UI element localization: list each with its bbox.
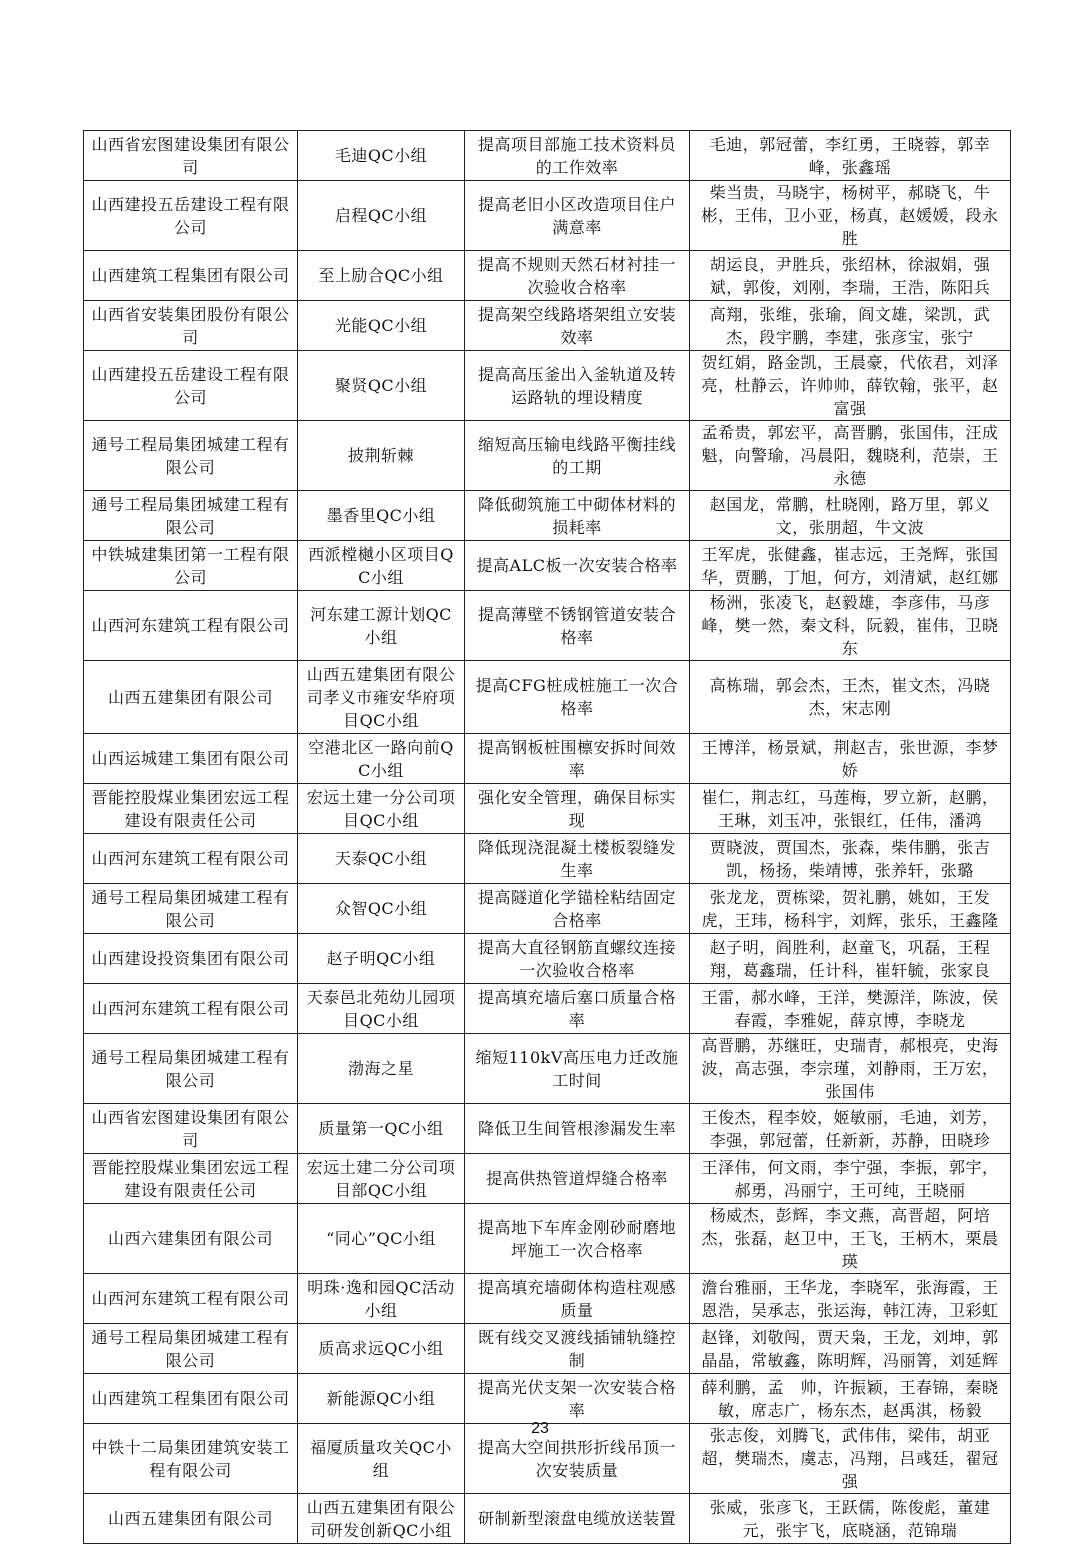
members-cell: 高栋瑞，郭会杰，王杰，崔文杰，冯晓杰，宋志刚 (690, 661, 1011, 734)
qc-group-cell: “同心”QC小组 (298, 1204, 465, 1274)
qc-group-cell: 聚贤QC小组 (298, 351, 465, 421)
project-title-cell: 提高项目部施工技术资料员的工作效率 (465, 131, 690, 181)
members-cell: 张志俊，刘腾飞，武伟伟，梁伟，胡亚超，樊瑞杰，虞志，冯翔，吕彧廷，翟冠强 (690, 1424, 1011, 1494)
table-row (84, 351, 1011, 421)
members-cell: 王博洋，杨景斌，荆赵吉，张世源，李梦娇 (690, 734, 1011, 784)
table-row (84, 1204, 1011, 1274)
members-cell: 胡运良，尹胜兵，张绍林，徐淑娟，强斌，郭俊，刘刚，李瑞，王浩，陈阳兵 (690, 251, 1011, 301)
table-row (84, 934, 1011, 984)
qc-group-cell: 山西五建集团有限公司孝义市雍安华府项目QC小组 (298, 661, 465, 734)
table-row (84, 181, 1011, 251)
table-row (84, 784, 1011, 834)
table-row (84, 1274, 1011, 1324)
company-cell: 晋能控股煤业集团宏远工程建设有限责任公司 (84, 784, 298, 834)
members-cell: 薛利鹏，孟 帅，许振颖，王春锦，秦晓敏，席志广，杨东杰，赵禹淇，杨毅 (690, 1374, 1011, 1424)
table-row (84, 1034, 1011, 1104)
qc-group-cell: 福厦质量攻关QC小组 (298, 1424, 465, 1494)
project-title-cell: 提高大直径钢筋直螺纹连接一次验收合格率 (465, 934, 690, 984)
table-row (84, 1494, 1011, 1544)
project-title-cell: 提高架空线路塔架组立安装效率 (465, 301, 690, 351)
qc-group-cell: 质高求远QC小组 (298, 1324, 465, 1374)
project-title-cell: 提高隧道化学锚栓粘结固定合格率 (465, 884, 690, 934)
table-row (84, 834, 1011, 884)
company-cell: 通号工程局集团城建工程有限公司 (84, 1034, 298, 1104)
members-cell: 赵子明，阎胜利，赵童飞，巩磊，王程翔，葛鑫瑞，任计科，崔轩毓，张家良 (690, 934, 1011, 984)
project-title-cell: 提高老旧小区改造项目住户满意率 (465, 181, 690, 251)
project-title-cell: 研制新型滚盘电缆放送装置 (465, 1494, 690, 1544)
company-cell: 山西河东建筑工程有限公司 (84, 834, 298, 884)
members-cell: 赵锋，刘敬闯，贾天枭，王龙，刘坤，郭晶晶，常敏鑫，陈明辉，冯丽箐，刘延辉 (690, 1324, 1011, 1374)
members-cell: 高翔，张维，张瑜，阎文雄，梁凯，武杰，段宇鹏，李建，张彦宝，张宁 (690, 301, 1011, 351)
project-title-cell: 既有线交叉渡线插铺轨缝控制 (465, 1324, 690, 1374)
qc-group-cell: 宏远土建二分公司项目部QC小组 (298, 1154, 465, 1204)
table-row (84, 131, 1011, 181)
company-cell: 山西五建集团有限公司 (84, 1494, 298, 1544)
qc-group-cell: 河东建工源计划QC小组 (298, 591, 465, 661)
company-cell: 中铁城建集团第一工程有限公司 (84, 541, 298, 591)
members-cell: 孟希贵，郭宏平，高晋鹏，张国伟，汪成魁，向警瑜，冯晨阳，魏晓利，范崇，王永德 (690, 421, 1011, 491)
members-cell: 王俊杰，程李姣，姬敏丽，毛迪，刘芳，李强，郭冠蕾，任新新，苏静，田晓珍 (690, 1104, 1011, 1154)
project-title-cell: 提高填充墙后塞口质量合格率 (465, 984, 690, 1034)
company-cell: 中铁十二局集团建筑安装工程有限公司 (84, 1424, 298, 1494)
project-title-cell: 降低现浇混凝土楼板裂缝发生率 (465, 834, 690, 884)
members-cell: 毛迪，郭冠蕾，李红勇，王晓蓉，郭幸峰，张鑫瑶 (690, 131, 1011, 181)
qc-group-cell: 山西五建集团有限公司研发创新QC小组 (298, 1494, 465, 1544)
table-row (84, 1374, 1011, 1424)
project-title-cell: 提高薄壁不锈钢管道安装合格率 (465, 591, 690, 661)
company-cell: 山西运城建工集团有限公司 (84, 734, 298, 784)
members-cell: 贾晓波，贾国杰，张森，柴伟鹏，张吉凯，杨扬，柴靖博，张养轩，张璐 (690, 834, 1011, 884)
page-number: 23 (531, 1420, 549, 1437)
members-cell: 杨威杰，彭辉，李文燕，高晋超，阿培杰，张磊，赵卫中，王飞，王柄木，栗晨瑛 (690, 1204, 1011, 1274)
company-cell: 山西六建集团有限公司 (84, 1204, 298, 1274)
company-cell: 山西省宏图建设集团有限公司 (84, 131, 298, 181)
qc-group-cell: 披荆斩棘 (298, 421, 465, 491)
project-title-cell: 强化安全管理，确保目标实现 (465, 784, 690, 834)
company-cell: 晋能控股煤业集团宏远工程建设有限责任公司 (84, 1154, 298, 1204)
table-row (84, 734, 1011, 784)
qc-group-cell: 新能源QC小组 (298, 1374, 465, 1424)
project-title-cell: 提高光伏支架一次安装合格率 (465, 1374, 690, 1424)
members-cell: 杨洲，张凌飞，赵毅雄，李彦伟，马彦峰，樊一然，秦文科，阮毅，崔伟，卫晓东 (690, 591, 1011, 661)
company-cell: 通号工程局集团城建工程有限公司 (84, 884, 298, 934)
table-row (84, 591, 1011, 661)
table-row (84, 491, 1011, 541)
company-cell: 山西建筑工程集团有限公司 (84, 251, 298, 301)
project-title-cell: 缩短110kV高压电力迁改施工时间 (465, 1034, 690, 1104)
table-body (84, 131, 1011, 1544)
members-cell: 王雷，郝水峰，王洋，樊源洋，陈波，侯春霞，李雅妮，薛京博，李晓龙 (690, 984, 1011, 1034)
members-cell: 张威，张彦飞，王跃儒，陈俊彪，董建元，张宇飞，底晓涵，范锦瑞 (690, 1494, 1011, 1544)
table-row (84, 541, 1011, 591)
project-title-cell: 降低卫生间管根渗漏发生率 (465, 1104, 690, 1154)
table-row (84, 884, 1011, 934)
table-row (84, 1154, 1011, 1204)
table-row (84, 1324, 1011, 1374)
qc-group-cell: 渤海之星 (298, 1034, 465, 1104)
project-title-cell: 降低砌筑施工中砌体材料的损耗率 (465, 491, 690, 541)
qc-group-cell: 西派樘樾小区项目QC小组 (298, 541, 465, 591)
company-cell: 山西建投五岳建设工程有限公司 (84, 181, 298, 251)
company-cell: 山西建设投资集团有限公司 (84, 934, 298, 984)
table-row (84, 661, 1011, 734)
members-cell: 贺红娟，路金凯，王晨豪，代依君，刘泽亮，杜静云，许帅帅，薛钦翰，张平，赵富强 (690, 351, 1011, 421)
qc-group-cell: 空港北区一路向前QC小组 (298, 734, 465, 784)
members-cell: 柴当贵，马晓宇，杨树平，郝晓飞，牛彬，王伟，卫小亚，杨真，赵媛媛，段永胜 (690, 181, 1011, 251)
qc-group-cell: 天泰邑北苑幼儿园项目QC小组 (298, 984, 465, 1034)
qc-group-cell: 宏远土建一分公司项目QC小组 (298, 784, 465, 834)
award-list-table (83, 130, 1011, 1544)
qc-group-cell: 启程QC小组 (298, 181, 465, 251)
company-cell: 山西建投五岳建设工程有限公司 (84, 351, 298, 421)
members-cell: 崔仁，荆志红，马莲梅，罗立新，赵鹏，王琳，刘玉冲，张银红，任伟，潘鸿 (690, 784, 1011, 834)
company-cell: 山西河东建筑工程有限公司 (84, 591, 298, 661)
project-title-cell: 提高填充墙砌体构造柱观感质量 (465, 1274, 690, 1324)
company-cell: 通号工程局集团城建工程有限公司 (84, 421, 298, 491)
company-cell: 通号工程局集团城建工程有限公司 (84, 1324, 298, 1374)
project-title-cell: 提高大空间拱形折线吊顶一次安装质量 (465, 1424, 690, 1494)
table-row (84, 301, 1011, 351)
company-cell: 山西建筑工程集团有限公司 (84, 1374, 298, 1424)
qc-group-cell: 明珠·逸和园QC活动小组 (298, 1274, 465, 1324)
company-cell: 山西河东建筑工程有限公司 (84, 1274, 298, 1324)
table-row (84, 421, 1011, 491)
members-cell: 王泽伟，何文雨，李宁强，李振，郭宇，郝勇，冯丽宁，王可纯，王晓丽 (690, 1154, 1011, 1204)
members-cell: 张龙龙，贾栋梁，贺礼鹏，姚如，王发虎，王玮，杨科宇，刘辉，张乐，王鑫隆 (690, 884, 1011, 934)
members-cell: 王军虎，张健鑫，崔志远，王尧辉，张国华，贾鹏，丁旭，何方，刘清斌，赵红娜 (690, 541, 1011, 591)
company-cell: 山西省安装集团股份有限公司 (84, 301, 298, 351)
project-title-cell: 缩短高压输电线路平衡挂线的工期 (465, 421, 690, 491)
qc-group-cell: 众智QC小组 (298, 884, 465, 934)
members-cell: 赵国龙，常鹏，杜晓刚，路万里，郭义文，张朋超，牛文波 (690, 491, 1011, 541)
company-cell: 山西河东建筑工程有限公司 (84, 984, 298, 1034)
project-title-cell: 提高地下车库金刚砂耐磨地坪施工一次合格率 (465, 1204, 690, 1274)
table-row (84, 984, 1011, 1034)
project-title-cell: 提高ALC板一次安装合格率 (465, 541, 690, 591)
members-cell: 高晋鹏，苏继旺，史瑞青，郝根亮，史海波，高志强，李宗瑾，刘静雨，王万宏，张国伟 (690, 1034, 1011, 1104)
qc-group-cell: 毛迪QC小组 (298, 131, 465, 181)
qc-group-cell: 质量第一QC小组 (298, 1104, 465, 1154)
project-title-cell: 提高不规则天然石材衬挂一次验收合格率 (465, 251, 690, 301)
qc-group-cell: 赵子明QC小组 (298, 934, 465, 984)
table-row (84, 1104, 1011, 1154)
members-cell: 澹台雅丽，王华龙，李晓军，张海霞，王恩浩，吴承志，张运海，韩江涛，卫彩虹 (690, 1274, 1011, 1324)
project-title-cell: 提高钢板桩围檩安拆时间效率 (465, 734, 690, 784)
qc-group-cell: 至上励合QC小组 (298, 251, 465, 301)
table-row (84, 251, 1011, 301)
project-title-cell: 提高供热管道焊缝合格率 (465, 1154, 690, 1204)
project-title-cell: 提高高压釜出入釜轨道及转运路轨的埋设精度 (465, 351, 690, 421)
qc-group-cell: 墨香里QC小组 (298, 491, 465, 541)
qc-group-cell: 光能QC小组 (298, 301, 465, 351)
project-title-cell: 提高CFG桩成桩施工一次合格率 (465, 661, 690, 734)
company-cell: 山西省宏图建设集团有限公司 (84, 1104, 298, 1154)
company-cell: 山西五建集团有限公司 (84, 661, 298, 734)
company-cell: 通号工程局集团城建工程有限公司 (84, 491, 298, 541)
qc-group-cell: 天泰QC小组 (298, 834, 465, 884)
